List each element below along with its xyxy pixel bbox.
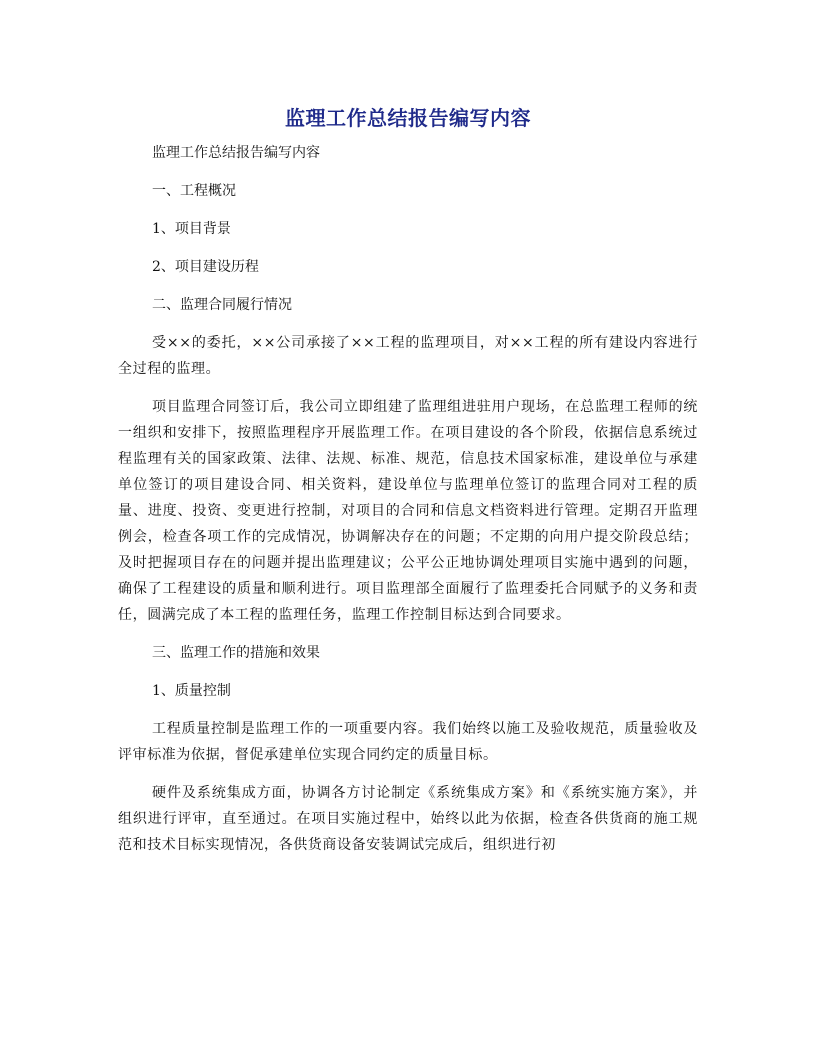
paragraph-quality-control: 工程质量控制是监理工作的一项重要内容。我们始终以施工及验收规范，质量验收及评审标准为依据，督促承建单位实现合同约定的质量目标。 — [118, 721, 698, 763]
heading-project-overview: 一、工程概况 — [152, 183, 236, 199]
paragraph-commission: 受××的委托，××公司承接了××工程的监理项目，对××工程的所有建设内容进行全过程的监理。 — [118, 335, 698, 377]
document-subtitle: 监理工作总结报告编写内容 — [152, 145, 320, 161]
subheading-construction-history: 2、项目建设历程 — [152, 259, 259, 275]
paragraph-hardware-integration: 硬件及系统集成方面，协调各方讨论制定《系统集成方案》和《系统实施方案》，并组织进行评审，直至通过。在项目实施过程中，始终以此为依据，检查各供货商的施工规范和技术目标实现情况，各供货商设备安装调试完成后，组织进行初 — [118, 785, 698, 853]
subheading-quality-control: 1、质量控制 — [152, 683, 231, 699]
heading-contract-performance: 二、监理合同履行情况 — [152, 297, 292, 313]
subheading-project-background: 1、项目背景 — [152, 221, 231, 237]
heading-measures-and-effects: 三、监理工作的措施和效果 — [152, 645, 320, 661]
document-body — [118, 140, 698, 870]
paragraph-contract-execution: 项目监理合同签订后，我公司立即组建了监理组进驻用户现场，在总监理工程师的统一组织和安排下，按照监理程序开展监理工作。在项目建设的各个阶段，依据信息系统过程监理有关的国家政策、法律、法规、标准、规范，信息技术国家标准，建设单位与承建单位签订的项目建设合同、相关资料，建设单位与监理单位签订的监理合同对工程的质量、进度、投资、变更进行控制，对项目的合同和信息文档资料进行管理。定期召开监理例会，检查各项工作的完成情况，协调解决存在的问题；不定期的向用户提交阶段总结；及时把握项目存在的问题并提出监理建议；公平公正地协调处理项目实施中遇到的问题，确保了工程建设的质量和顺利进行。项目监理部全面履行了监理委托合同赋予的义务和责任，圆满完成了本工程的监理任务，监理工作控制目标达到合同要求。 — [118, 399, 698, 623]
document-title: 监理工作总结报告编写内容 — [285, 106, 531, 130]
